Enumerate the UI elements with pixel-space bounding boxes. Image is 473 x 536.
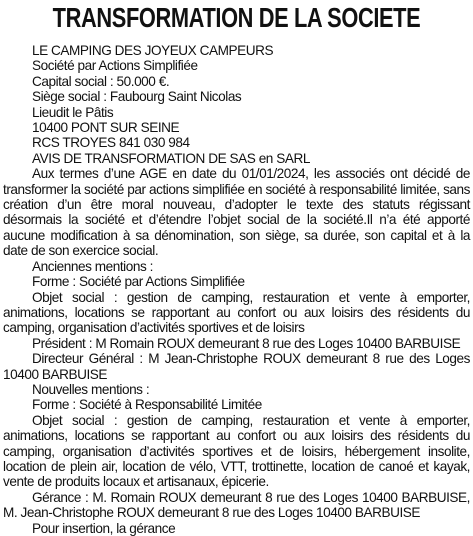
new-form: Forme : Société à Responsabilité Limitée <box>32 397 262 413</box>
company-name: LE CAMPING DES JOYEUX CAMPEURS <box>32 43 274 58</box>
notice-subtitle: AVIS DE TRANSFORMATION DE SAS en SARL <box>32 150 310 166</box>
registered-office-place: Lieudit le Pâtis <box>32 104 114 120</box>
legal-notice-body <box>3 43 470 536</box>
share-capital: Capital social : 50.000 €. <box>32 73 170 89</box>
old-object: Objet social : gestion de camping, restauration et vente à emporter, animations, locations se rapportant au confort ou aux loisirs des résidents du camping, organisation d’activités sportives et de loisirs <box>3 289 470 336</box>
old-mentions-heading: Anciennes mentions : <box>32 258 153 274</box>
new-object: Objet social : gestion de camping, restauration et vente à emporter, animations, locations se rapportant au confort ou aux loisirs des résidents du camping, organisation d’activités sportives et de loisirs, hébergement insolite, location de plein air, location de vélo, VTT, trottinette, location de canoé et kayak, vente de produits locaux et artisanaux, épicerie. <box>3 412 470 490</box>
notice-title: TRANSFORMATION DE LA SOCIETE <box>52 2 421 33</box>
new-mentions-heading: Nouvelles mentions : <box>32 381 150 397</box>
old-director: Directeur Général : M Jean-Christophe ROUX demeurant 8 rue des Loges 10400 BARBUISE <box>3 351 470 382</box>
registered-office-street: Siège social : Faubourg Saint Nicolas <box>32 89 242 105</box>
old-president: Président : M Romain ROUX demeurant 8 rue des Loges 10400 BARBUISE <box>32 335 461 351</box>
registered-office-city: 10400 PONT SUR SEINE <box>32 120 180 136</box>
closing-signature: Pour insertion, la gérance <box>32 520 176 536</box>
rcs-number: RCS TROYES 841 030 984 <box>32 135 190 151</box>
legal-form: Société par Actions Simplifiée <box>32 58 198 74</box>
intro-paragraph: Aux termes d’une AGE en date du 01/01/2024, les associés ont décidé de transformer la société par actions simplifiée en société à responsabilité limitée, sans création d’un être moral nouveau, d’adopter le texte des statuts régissant désormais la société et d’étendre l’objet social de la société.Il n’a été apporté aucune modification à sa dénomination, son siège, sa durée, son capital et à la date de son exercice social. <box>3 166 470 259</box>
new-managers: Gérance : M. Romain ROUX demeurant 8 rue des Loges 10400 BARBUISE, M. Jean-Christophe ROUX demeurant 8 rue des Loges 10400 BARBUISE <box>3 489 470 521</box>
old-form: Forme : Société par Actions Simplifiée <box>32 274 245 290</box>
